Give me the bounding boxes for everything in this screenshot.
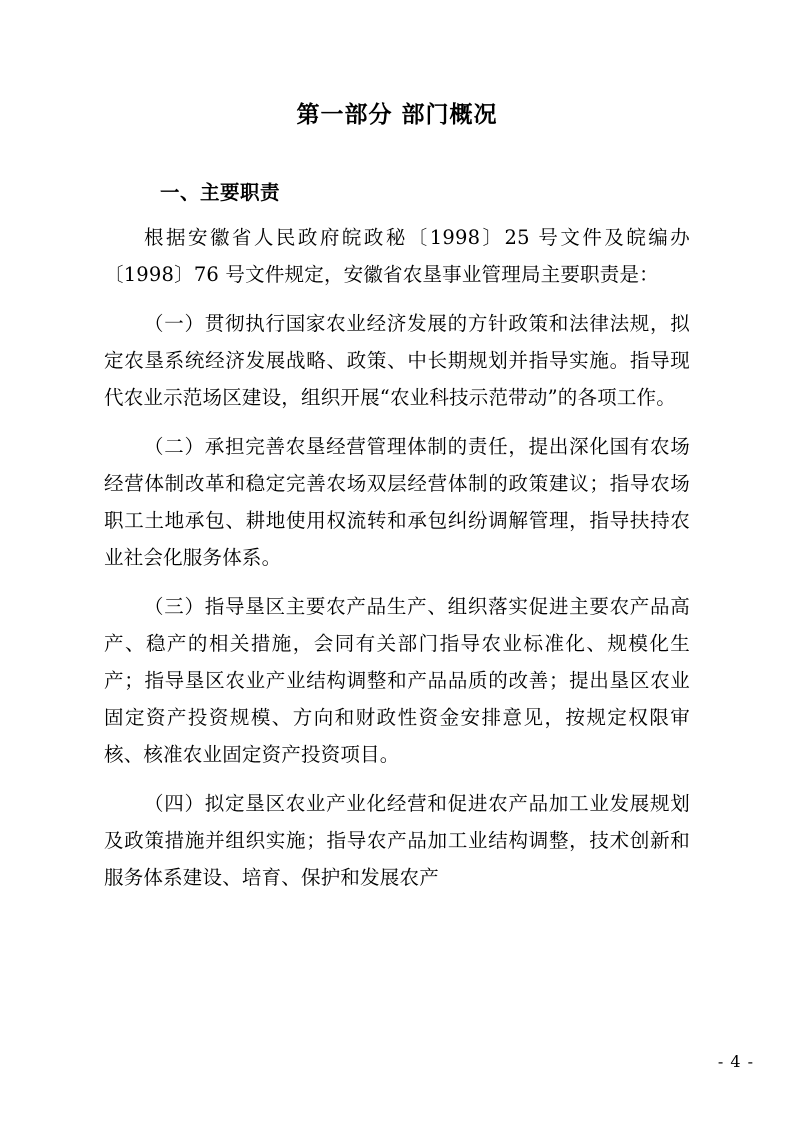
paragraph: （二）承担完善农垦经营管理体制的责任，提出深化国有农场经营体制改革和稳定完善农场双层经营体制的政策建议；指导农场职工土地承包、耕地使用权流转和承包纠纷调解管理，指导扶持农业社会化服务体系。 — [104, 435, 690, 569]
page-content — [104, 0, 690, 1123]
paragraph: （四）拟定垦区农业产业化经营和促进农产品加工业发展规划及政策措施并组织实施；指导农产品加工业结构调整，技术创新和服务体系建设、培育、保护和发展农产 — [104, 792, 690, 889]
paragraph: （三）指导垦区主要农产品生产、组织落实促进主要农产品高产、稳产的相关措施，会同有关部门指导农业标准化、规模化生产；指导垦区农业产业结构调整和产品品质的改善；提出垦区农业固定资产投资规模、方向和财政性资金安排意见，按规定权限审核、核准农业固定资产投资项目。 — [104, 595, 690, 766]
paragraph: （一）贯彻执行国家农业经济发展的方针政策和法律法规，拟定农垦系统经济发展战略、政策、中长期规划并指导实施。指导现代农业示范场区建设，组织开展“农业科技示范带动”的各项工作。 — [104, 312, 690, 409]
paragraph: 根据安徽省人民政府皖政秘〔1998〕25 号文件及皖编办〔1998〕76 号文件规定，安徽省农垦事业管理局主要职责是： — [104, 226, 690, 286]
section-heading: 一、主要职责 — [160, 181, 281, 204]
page-number: - 4 - — [717, 1052, 754, 1071]
page-title: 第一部分 部门概况 — [296, 101, 498, 128]
